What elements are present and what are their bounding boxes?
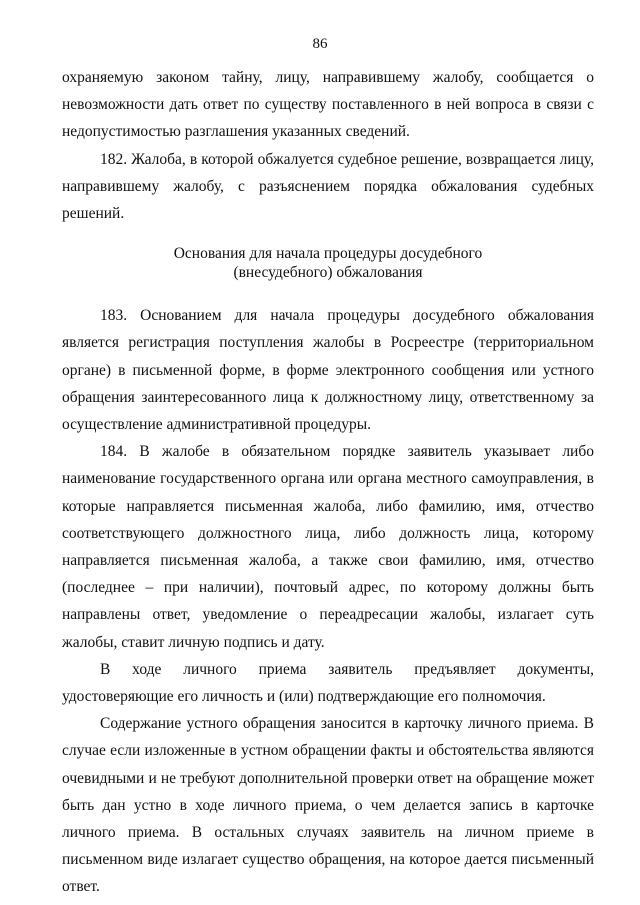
paragraph-182: 182. Жалоба, в которой обжалуется судебное решение, возвращается лицу, направившему жалобу, с разъяснением порядка обжалования судебных решений. xyxy=(62,150,594,223)
document-body xyxy=(62,64,594,901)
section-heading-line-1: Основания для начала процедуры досудебного xyxy=(173,245,483,263)
page-number: 86 xyxy=(312,36,328,52)
paragraph-183: 183. Основанием для начала процедуры досудебного обжалования является регистрация поступления жалобы в Росреестре (территориальном органе) в письменной форме, в форме электронного сообщения или устного обращения заинтересованного лица к должностному лицу, ответственному за осуществление административной процедуры. xyxy=(62,307,594,434)
paragraph-oral-appeal: Содержание устного обращения заносится в карточку личного приема. В случае если изложенные в устном обращении факты и обстоятельства являются очевидными и не требуют дополнительной проверки ответ на обращение может быть дан устно в ходе личного приема, о чем делается запись в карточке личного приема. В остальных случаях заявитель на личном приеме в письменном виде излагает существо обращения, на которое дается письменный ответ. xyxy=(62,715,594,896)
paragraph-184: 184. В жалобе в обязательном порядке заявитель указывает либо наименование государственного органа или органа местного самоуправления, в которые направляется письменная жалоба, либо фамилию, имя, отчество соответствующего должностного лица, либо должность лица, которому направляется письменная жалоба, а также свои фамилию, имя, отчество (последнее – при наличии), почтовый адрес, по которому должны быть направлены ответ, уведомление о переадресации жалобы, излагает суть жалобы, ставит личную подпись и дату. xyxy=(62,443,594,651)
section-heading-line-2: (внесудебного) обжалования xyxy=(233,264,423,282)
section-heading xyxy=(62,244,594,282)
paragraph-personal-reception: В ходе личного приема заявитель предъявляет документы, удостоверяющие его личность и (или) подтверждающие его полномочия. xyxy=(62,660,594,706)
paragraph-continuation: охраняемую законом тайну, лицу, направившему жалобу, сообщается о невозможности дать ответ по существу поставленного в ней вопроса в связи с недопустимостью разглашения указанных сведений. xyxy=(62,69,594,141)
